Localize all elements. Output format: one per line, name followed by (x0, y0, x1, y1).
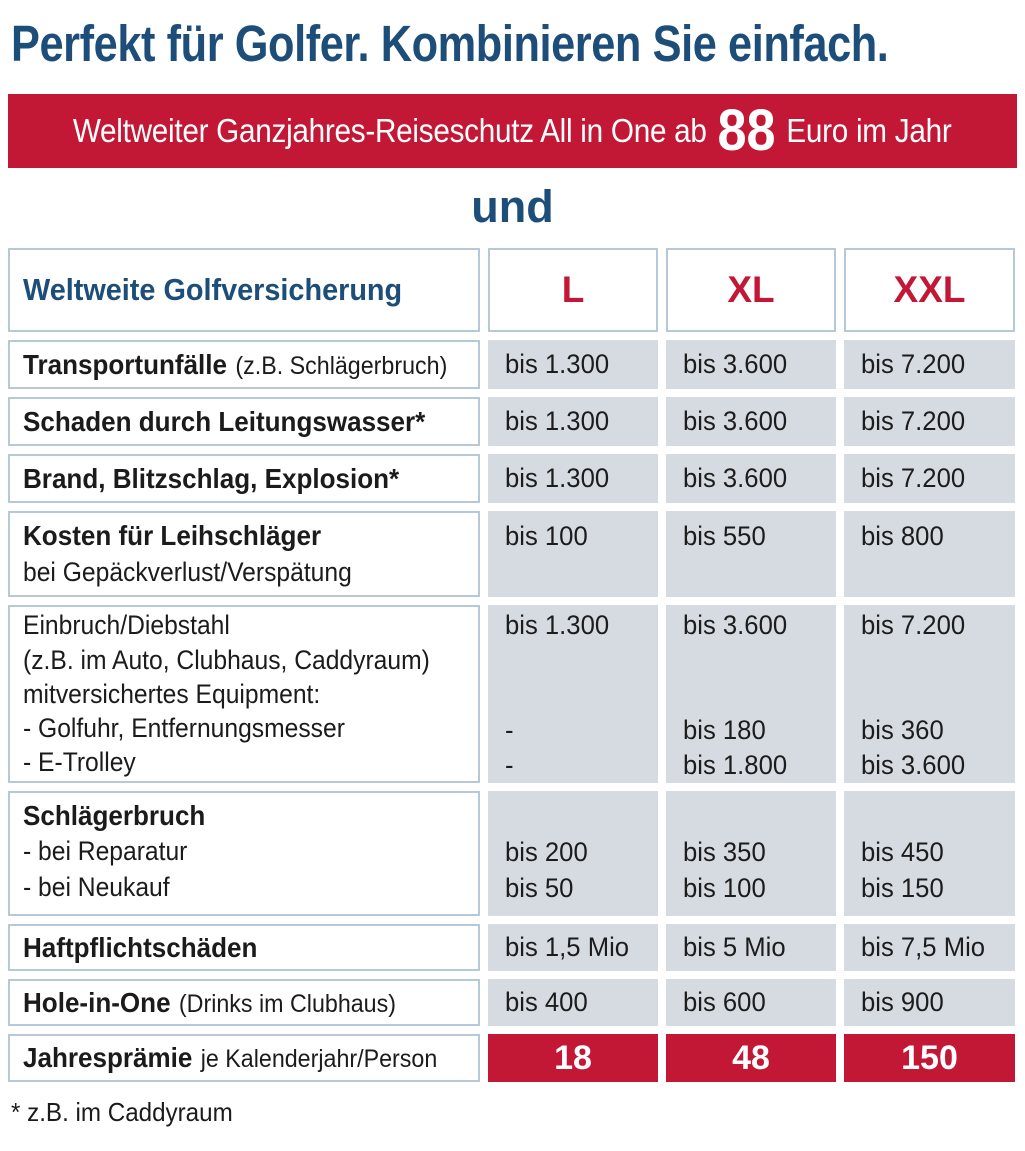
row-0-label-note: (z.B. Schlägerbruch) (235, 351, 448, 380)
value-text (861, 678, 1007, 713)
tier-header-xxl: XXL (844, 248, 1015, 332)
row-4-label-sub (23, 747, 446, 781)
value-text: bis 150 (861, 872, 944, 903)
value-text: bis 180 (683, 715, 766, 746)
row-1-label (23, 406, 446, 438)
value-text: bis 7.200 (861, 406, 966, 437)
value-text: bis 3.600 (683, 349, 788, 380)
row-6-value-xl (666, 924, 836, 971)
row-8-label-cell (8, 1034, 480, 1082)
row-8-premium-xl: 48 (666, 1034, 836, 1082)
row-2-value-xxl (844, 454, 1015, 503)
value-text (683, 678, 828, 713)
value-text: bis 50 (505, 872, 574, 903)
value-text: bis 5 Mio (683, 932, 786, 963)
value-text: bis 7.200 (861, 349, 966, 380)
row-4-value-xl (666, 605, 836, 783)
row-0-label-cell (8, 340, 480, 389)
row-7-label-main: Hole-in-One (23, 986, 171, 1018)
row-4-label-sub (23, 679, 446, 713)
row-4-label-sub-text: - Golfuhr, Entfernungsmesser (23, 713, 345, 744)
row-8-premium-l: 18 (488, 1034, 658, 1082)
comparison-table (8, 248, 1017, 1082)
value-text: bis 1.300 (505, 463, 610, 494)
value-text (505, 678, 650, 713)
value-text: bis 3.600 (683, 463, 788, 494)
row-6-label (23, 932, 446, 964)
row-5-label-cell (8, 791, 480, 916)
row-2-label-cell (8, 454, 480, 503)
row-0-value-l (488, 340, 658, 389)
row-4-label-sub (23, 645, 446, 679)
row-4-label-sub-text: (z.B. im Auto, Clubhaus, Caddyraum) (23, 644, 430, 675)
row-4-value-l (488, 605, 658, 783)
value-text: - (505, 750, 514, 781)
row-5-label-sub-text: - bei Neukauf (23, 872, 170, 903)
row-4-label-cell (8, 605, 480, 783)
row-8-premium-xxl: 150 (844, 1034, 1015, 1082)
value-text (861, 798, 1007, 834)
row-1-value-l (488, 397, 658, 446)
row-1-label-main: Schaden durch Leitungswasser* (23, 405, 426, 437)
row-5-value-xl (666, 791, 836, 916)
row-3-value-xl (666, 511, 836, 597)
value-text: bis 3.600 (861, 750, 966, 781)
value-text: bis 7.200 (861, 463, 966, 494)
row-5-label-sub (23, 872, 446, 908)
value-text: bis 1,5 Mio (505, 932, 630, 963)
value-text (505, 643, 650, 678)
value-text: bis 200 (505, 836, 588, 867)
row-5-value-xxl (844, 791, 1015, 916)
row-7-value-l (488, 979, 658, 1026)
value-text: bis 100 (683, 872, 766, 903)
row-2-label-main: Brand, Blitzschlag, Explosion* (23, 462, 400, 494)
value-text: bis 550 (683, 521, 766, 552)
row-4-label (23, 610, 446, 644)
row-3-value-l (488, 511, 658, 597)
row-3-label (23, 520, 446, 557)
row-5-label (23, 800, 446, 836)
row-7-value-xl (666, 979, 836, 1026)
value-text: bis 360 (861, 715, 944, 746)
row-3-label-sub-text: bei Gepäckverlust/Verspätung (23, 557, 352, 588)
row-7-value-xxl (844, 979, 1015, 1026)
value-text: bis 3.600 (683, 610, 788, 641)
row-7-label (23, 987, 446, 1019)
tier-header-xl: XL (666, 248, 836, 332)
row-4-label-main: Einbruch/Diebstahl (23, 610, 230, 641)
value-text: bis 1.300 (505, 610, 610, 641)
value-text (683, 798, 828, 834)
row-3-label-sub (23, 557, 446, 594)
page (0, 14, 1025, 1128)
banner-price: 88 (717, 98, 776, 164)
value-text: bis 1.800 (683, 750, 788, 781)
value-text: bis 400 (505, 987, 588, 1018)
row-1-value-xxl (844, 397, 1015, 446)
value-text: bis 1.300 (505, 406, 610, 437)
row-6-label-cell (8, 924, 480, 971)
row-1-label-cell (8, 397, 480, 446)
row-4-label-sub-text: - E-Trolley (23, 747, 136, 778)
offer-banner (8, 94, 1017, 168)
row-4-label-sub-text: mitversichertes Equipment: (23, 678, 321, 709)
value-text (861, 643, 1007, 678)
value-text: bis 7.200 (861, 610, 966, 641)
row-7-label-cell (8, 979, 480, 1026)
row-7-label-note: (Drinks im Clubhaus) (178, 989, 396, 1018)
row-0-label-main: Transportunfälle (23, 348, 228, 380)
row-3-label-cell (8, 511, 480, 597)
row-2-value-l (488, 454, 658, 503)
banner-text-before: Weltweiter Ganzjahres-Reiseschutz All in One ab (73, 112, 708, 150)
offer-banner-content (73, 98, 952, 164)
row-0-label (23, 349, 446, 381)
value-text: bis 3.600 (683, 406, 788, 437)
banner-text-after: Euro im Jahr (786, 112, 952, 150)
row-6-value-xxl (844, 924, 1015, 971)
row-0-value-xxl (844, 340, 1015, 389)
value-text (505, 798, 650, 834)
row-4-label-sub (23, 713, 446, 747)
table-header-label: Weltweite Golfversicherung (23, 272, 403, 308)
page-title: Perfekt für Golfer. Kombinieren Sie einfach. (11, 15, 889, 72)
value-text: bis 7,5 Mio (861, 932, 986, 963)
row-8-label (23, 1042, 446, 1074)
row-0-value-xl (666, 340, 836, 389)
row-2-label (23, 463, 446, 495)
row-6-label-main: Haftpflichtschäden (23, 931, 258, 963)
connector-word: und (471, 181, 554, 233)
value-text: bis 450 (861, 836, 944, 867)
value-text: bis 1.300 (505, 349, 610, 380)
value-text (683, 643, 828, 678)
value-text: bis 350 (683, 836, 766, 867)
value-text: bis 800 (861, 521, 944, 552)
row-3-value-xxl (844, 511, 1015, 597)
value-text: bis 100 (505, 521, 588, 552)
row-5-value-l (488, 791, 658, 916)
value-text: bis 900 (861, 987, 944, 1018)
value-text: - (505, 715, 514, 746)
row-5-label-sub (23, 836, 446, 872)
row-5-label-main: Schlägerbruch (23, 800, 206, 832)
row-8-label-note: je Kalenderjahr/Person (200, 1045, 438, 1074)
row-6-value-l (488, 924, 658, 971)
tier-header-l: L (488, 248, 658, 332)
row-5-label-sub-text: - bei Reparatur (23, 836, 188, 867)
table-header-label-cell (8, 248, 480, 332)
row-1-value-xl (666, 397, 836, 446)
row-4-value-xxl (844, 605, 1015, 783)
row-2-value-xl (666, 454, 836, 503)
footnote: * z.B. im Caddyraum (11, 1097, 233, 1128)
value-text: bis 600 (683, 987, 766, 1018)
row-3-label-main: Kosten für Leihschläger (23, 520, 322, 552)
row-8-label-main: Jahresprämie (23, 1042, 193, 1074)
